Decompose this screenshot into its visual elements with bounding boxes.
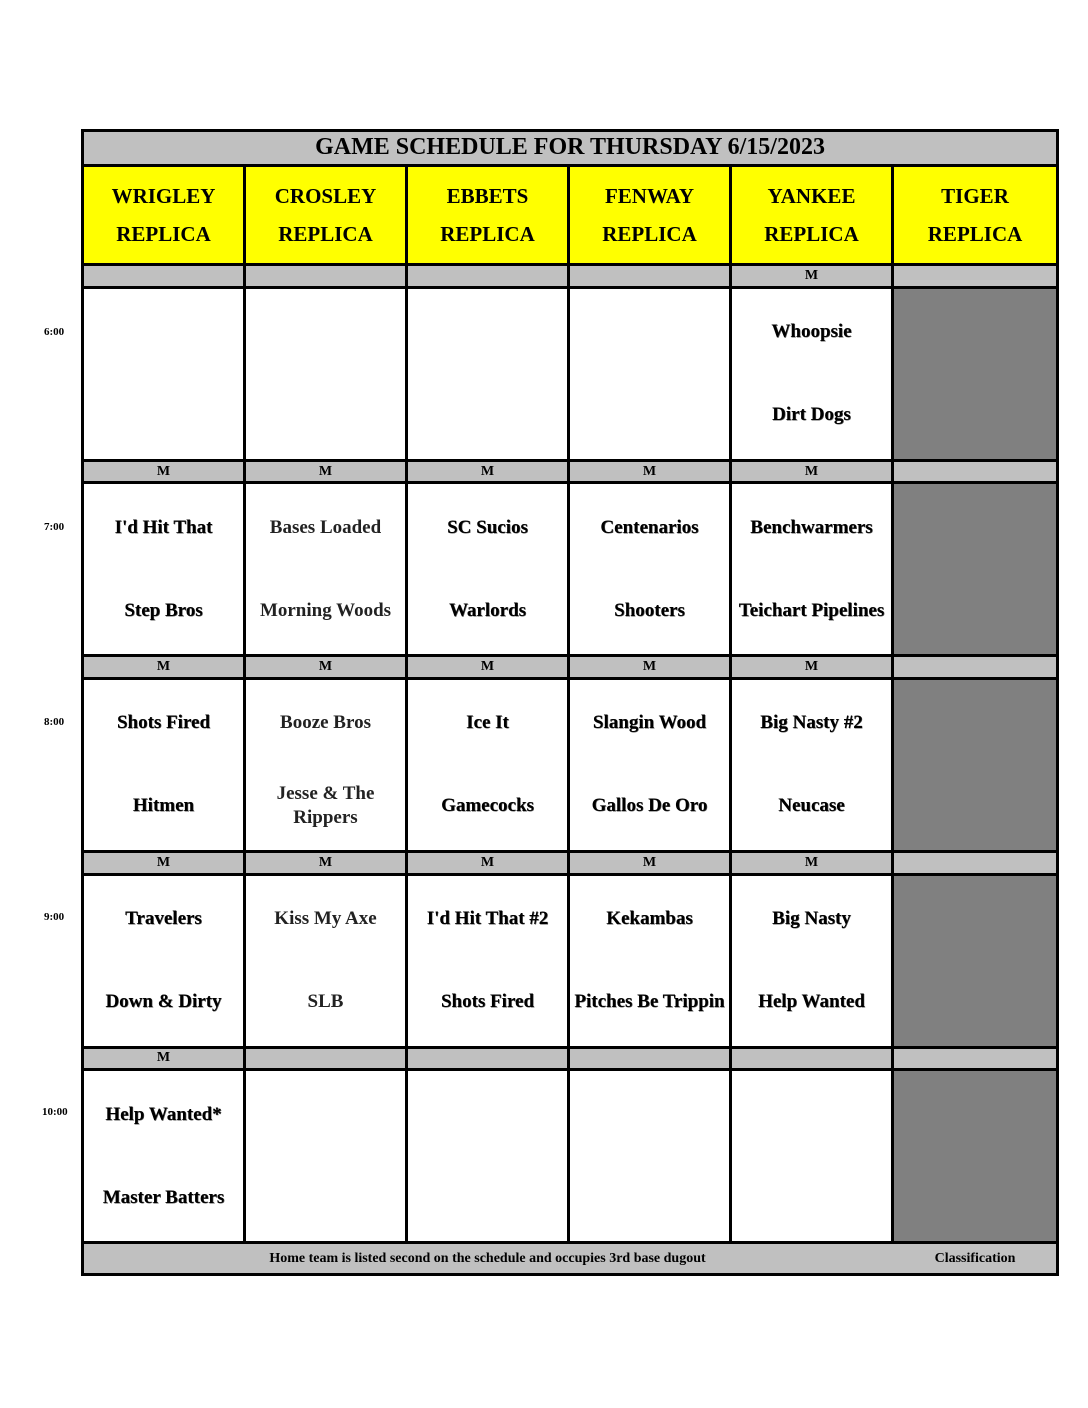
page-title: GAME SCHEDULE FOR THURSDAY 6/15/2023 — [83, 131, 1058, 166]
home-team — [246, 1156, 405, 1239]
home-team: Gamecocks — [441, 795, 534, 817]
away-team: SC Sucios — [447, 516, 528, 538]
away-team — [84, 291, 243, 374]
game-cell — [893, 483, 1058, 656]
away-team: Centenarios — [600, 516, 699, 538]
home-team: Shots Fired — [440, 991, 535, 1013]
game-cell — [407, 678, 569, 851]
away-team: Big Nasty — [772, 908, 851, 930]
game-row — [83, 678, 1058, 851]
game-cell — [731, 287, 893, 460]
marker-row — [83, 851, 1058, 874]
game-cell — [569, 287, 731, 460]
marker-cell: M — [407, 460, 569, 483]
field-name: YANKEE — [767, 183, 856, 208]
game-row — [83, 1070, 1058, 1243]
game-cell — [569, 874, 731, 1047]
away-team — [570, 291, 729, 374]
home-team — [732, 1156, 891, 1239]
away-team — [246, 1073, 405, 1156]
marker-cell: M — [569, 460, 731, 483]
away-team: I'd Hit That — [114, 516, 213, 538]
away-team: Kekambas — [606, 908, 693, 930]
field-header-wrigley — [83, 165, 245, 264]
marker-cell: M — [83, 460, 245, 483]
home-team: Neucase — [778, 795, 845, 817]
home-team — [84, 374, 243, 457]
home-team: Down & Dirty — [105, 991, 222, 1013]
marker-row — [83, 656, 1058, 679]
game-cell — [407, 483, 569, 656]
marker-cell — [83, 265, 245, 288]
marker-cell — [893, 1047, 1058, 1070]
game-cell — [83, 678, 245, 851]
marker-cell: M — [83, 851, 245, 874]
game-cell — [731, 678, 893, 851]
game-cell — [245, 678, 407, 851]
marker-row — [83, 460, 1058, 483]
away-team: I'd Hit That #2 — [426, 908, 549, 930]
marker-cell — [407, 1047, 569, 1070]
time-label: 8:00 — [44, 716, 65, 728]
game-cell — [83, 1070, 245, 1243]
game-cell — [245, 1070, 407, 1243]
home-team — [894, 569, 1056, 652]
game-cell — [245, 287, 407, 460]
time-label: 9:00 — [44, 911, 65, 923]
game-cell — [83, 287, 245, 460]
home-team — [246, 374, 405, 457]
field-name: CROSLEY — [274, 183, 377, 208]
game-cell — [569, 483, 731, 656]
away-team: Booze Bros — [280, 712, 371, 734]
marker-cell: M — [731, 851, 893, 874]
field-subtitle: REPLICA — [278, 221, 373, 246]
home-team: Gallos De Oro — [591, 795, 708, 817]
home-team: Dirt Dogs — [772, 404, 851, 426]
time-label: 10:00 — [42, 1106, 68, 1118]
away-team: Help Wanted* — [105, 1103, 222, 1125]
away-team: Big Nasty #2 — [760, 712, 863, 734]
marker-cell — [893, 656, 1058, 679]
marker-cell: M — [407, 656, 569, 679]
game-cell — [245, 483, 407, 656]
marker-cell: M — [731, 460, 893, 483]
marker-cell: M — [245, 656, 407, 679]
home-team — [894, 765, 1056, 848]
home-team: Step Bros — [124, 599, 203, 621]
game-cell — [731, 483, 893, 656]
game-cell — [569, 1070, 731, 1243]
marker-cell — [245, 265, 407, 288]
field-name: FENWAY — [604, 183, 695, 208]
time-label: 7:00 — [44, 521, 65, 533]
game-cell — [731, 1070, 893, 1243]
marker-cell — [407, 265, 569, 288]
home-team: Pitches Be Trippin — [574, 991, 725, 1013]
game-cell — [893, 1070, 1058, 1243]
away-team: Shots Fired — [116, 712, 211, 734]
field-header-tiger — [893, 165, 1058, 264]
marker-cell: M — [407, 851, 569, 874]
home-team: Hitmen — [132, 795, 195, 817]
home-team: Jesse & The Rippers — [276, 783, 375, 829]
game-row — [83, 287, 1058, 460]
field-subtitle: REPLICA — [602, 221, 697, 246]
marker-cell: M — [731, 265, 893, 288]
field-header-crosley — [245, 165, 407, 264]
away-team: Bases Loaded — [269, 516, 382, 538]
marker-cell — [245, 1047, 407, 1070]
marker-cell: M — [83, 656, 245, 679]
footer-note: Home team is listed second on the schedule and occupies 3rd base dugout — [83, 1243, 893, 1275]
home-team: SLB — [307, 991, 344, 1013]
home-team — [408, 1156, 567, 1239]
marker-cell: M — [83, 1047, 245, 1070]
game-cell — [83, 874, 245, 1047]
home-team: Help Wanted — [758, 991, 865, 1013]
away-team — [894, 682, 1056, 765]
home-team: Master Batters — [102, 1186, 225, 1208]
field-header-yankee — [731, 165, 893, 264]
field-header-fenway — [569, 165, 731, 264]
marker-cell — [893, 460, 1058, 483]
game-cell — [893, 874, 1058, 1047]
schedule-table — [81, 129, 1059, 1276]
marker-cell — [569, 1047, 731, 1070]
field-header-ebbets — [407, 165, 569, 264]
field-name: WRIGLEY — [111, 183, 216, 208]
away-team — [894, 486, 1056, 569]
home-team: Warlords — [448, 599, 527, 621]
marker-cell — [893, 851, 1058, 874]
game-cell — [731, 874, 893, 1047]
home-team: Shooters — [614, 599, 685, 621]
field-subtitle: REPLICA — [116, 221, 211, 246]
field-name: TIGER — [941, 183, 1009, 208]
away-team: Travelers — [125, 908, 202, 930]
marker-cell: M — [569, 851, 731, 874]
home-team — [570, 374, 729, 457]
marker-cell — [731, 1047, 893, 1070]
game-cell — [893, 678, 1058, 851]
game-cell — [893, 287, 1058, 460]
footer-classification: Classification — [893, 1243, 1058, 1275]
game-cell — [407, 287, 569, 460]
time-label: 6:00 — [44, 326, 65, 338]
marker-cell: M — [569, 656, 731, 679]
home-team: Teichart Pipelines — [738, 599, 885, 621]
away-team: Ice It — [466, 712, 509, 734]
game-cell — [407, 1070, 569, 1243]
home-team — [894, 1156, 1056, 1239]
marker-cell — [893, 265, 1058, 288]
away-team — [732, 1073, 891, 1156]
field-subtitle: REPLICA — [927, 221, 1023, 246]
marker-cell — [569, 265, 731, 288]
game-cell — [569, 678, 731, 851]
field-subtitle: REPLICA — [764, 221, 859, 246]
away-team — [408, 291, 567, 374]
away-team: Kiss My Axe — [274, 908, 377, 930]
away-team: Slangin Wood — [592, 712, 707, 734]
away-team — [246, 291, 405, 374]
marker-row — [83, 265, 1058, 288]
away-team — [570, 1073, 729, 1156]
game-cell — [83, 483, 245, 656]
home-team — [894, 961, 1056, 1044]
home-team: Morning Woods — [259, 599, 392, 621]
away-team — [894, 1073, 1056, 1156]
marker-row — [83, 1047, 1058, 1070]
home-team — [570, 1156, 729, 1239]
field-name: EBBETS — [446, 183, 529, 208]
marker-cell: M — [245, 851, 407, 874]
marker-cell: M — [245, 460, 407, 483]
game-row — [83, 483, 1058, 656]
game-row — [83, 874, 1058, 1047]
away-team: Benchwarmers — [750, 516, 873, 538]
home-team — [894, 374, 1056, 457]
game-cell — [407, 874, 569, 1047]
away-team: Whoopsie — [771, 321, 852, 343]
away-team — [408, 1073, 567, 1156]
away-team — [894, 291, 1056, 374]
home-team — [408, 374, 567, 457]
marker-cell: M — [731, 656, 893, 679]
game-cell — [245, 874, 407, 1047]
away-team — [894, 878, 1056, 961]
field-subtitle: REPLICA — [440, 221, 535, 246]
